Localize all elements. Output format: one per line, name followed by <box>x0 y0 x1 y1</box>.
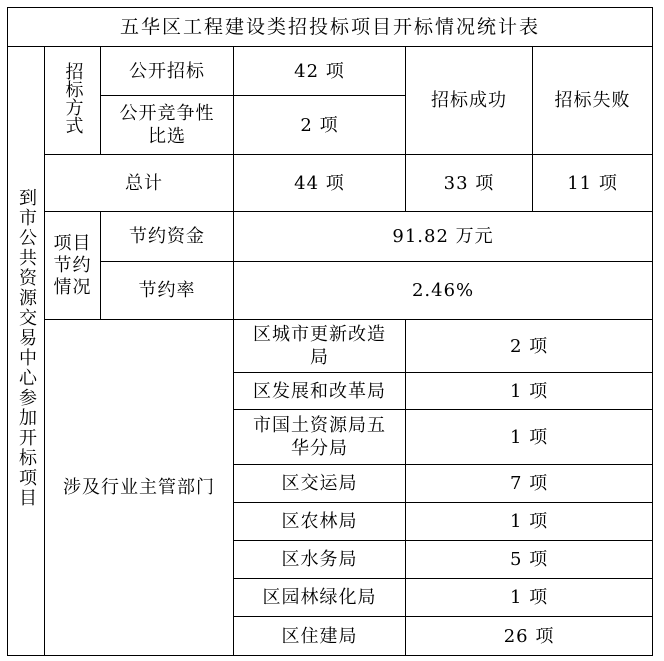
department-name-cell <box>234 579 406 617</box>
department-name: 区交运局 <box>281 473 358 494</box>
department-count: 1 项 <box>406 373 653 410</box>
department-count: 5 项 <box>406 541 653 579</box>
department-count: 1 项 <box>406 503 653 541</box>
department-name-cell <box>234 503 406 541</box>
department-name: 区水务局 <box>281 549 358 570</box>
department-name: 区园林绿化局 <box>262 587 377 608</box>
department-name-cell <box>234 617 406 656</box>
method-group-label: 招标方式 <box>62 61 84 134</box>
total-fail: 11 项 <box>533 155 653 212</box>
success-header: 招标成功 <box>406 47 533 155</box>
department-count: 1 项 <box>406 410 653 465</box>
department-count: 2 项 <box>406 320 653 373</box>
department-name-cell <box>234 465 406 503</box>
statistics-table <box>7 7 653 656</box>
department-name-cell <box>234 320 406 373</box>
method-group-cell <box>45 47 101 155</box>
department-name: 区城市更新改造局 <box>253 324 386 368</box>
department-name: 区住建局 <box>281 625 358 647</box>
department-name-cell <box>234 541 406 579</box>
saving-group-label: 项目节约情况 <box>53 232 92 298</box>
side-label-cell <box>8 47 45 656</box>
saving-rate-value: 2.46% <box>234 262 653 320</box>
department-name-cell <box>234 410 406 465</box>
saving-rate-label: 节约率 <box>101 262 234 320</box>
department-name: 区农林局 <box>281 511 358 532</box>
method-count-competitive: 2 项 <box>234 96 406 155</box>
saving-amount-label: 节约资金 <box>101 212 234 262</box>
department-count: 26 项 <box>406 617 653 656</box>
department-name-cell <box>234 373 406 410</box>
department-count: 1 项 <box>406 579 653 617</box>
total-count: 44 项 <box>234 155 406 212</box>
method-label-public: 公开招标 <box>101 47 234 96</box>
total-label: 总计 <box>45 155 234 212</box>
side-label: 到市公共资源交易中心参加开标项目 <box>16 188 37 508</box>
fail-header: 招标失败 <box>533 47 653 155</box>
method-count-public: 42 项 <box>234 47 406 96</box>
saving-amount-value: 91.82 万元 <box>234 212 653 262</box>
department-name: 市国土资源局五华分局 <box>253 415 386 459</box>
saving-group-cell <box>45 212 101 320</box>
method-label-competitive-cell <box>101 96 234 155</box>
table-title: 五华区工程建设类招投标项目开标情况统计表 <box>8 8 653 47</box>
department-name: 区发展和改革局 <box>253 380 386 402</box>
total-success: 33 项 <box>406 155 533 212</box>
department-count: 7 项 <box>406 465 653 503</box>
method-label-competitive: 公开竞争性比选 <box>119 103 215 147</box>
departments-group-label: 涉及行业主管部门 <box>45 320 234 656</box>
